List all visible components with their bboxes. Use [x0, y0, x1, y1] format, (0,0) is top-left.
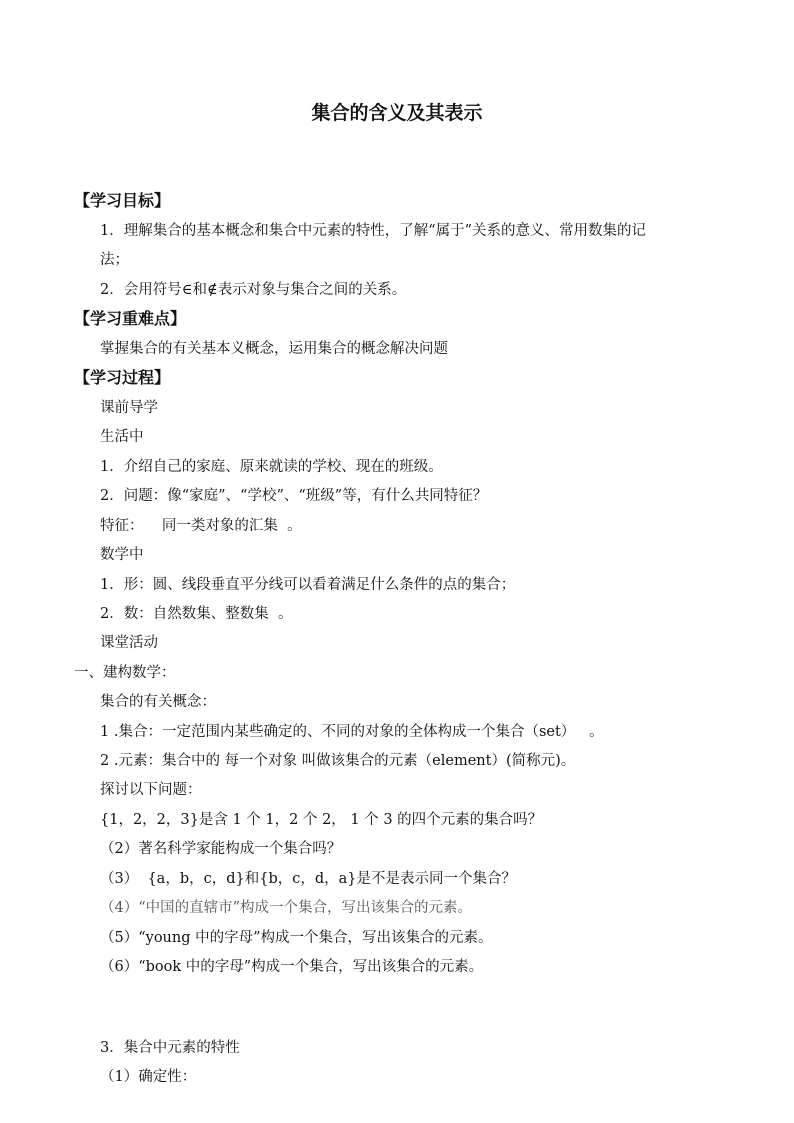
section-3-item-1: （1）确定性： — [100, 1069, 197, 1085]
concept-2: 2 .元素：集合中的 每一个对象 叫做该集合的元素（element）(简称元)。 — [100, 753, 576, 769]
life-item-1: 1．介绍自己的家庭、原来就读的学校、现在的班级。 — [100, 459, 443, 475]
life-item-2: 2．问题：像“家庭”、“学校”、“班级”等，有什么共同特征？ — [100, 488, 488, 504]
concept-1: 1 .集合：一定范围内某些确定的、不同的对象的全体构成一个集合（set） 。 — [100, 724, 604, 740]
preview-label: 课前导学 — [100, 400, 158, 416]
process-heading: 【学习过程】 — [74, 368, 171, 387]
section-3-heading: 3．集合中元素的特性 — [100, 1040, 240, 1056]
class-activity-label: 课堂活动 — [100, 635, 158, 651]
concepts-label: 集合的有关概念： — [100, 694, 216, 710]
page-title: 集合的含义及其表示 — [311, 102, 483, 124]
question-2: （2）著名科学家能构成一个集合吗？ — [100, 841, 342, 857]
math-label: 数学中 — [100, 547, 144, 563]
discuss-label: 探讨以下问题： — [100, 782, 202, 798]
key-points-heading: 【学习重难点】 — [74, 309, 187, 328]
feature-line: 特征： 同一类对象的汇集 。 — [100, 518, 302, 534]
question-5: （5）“young 中的字母”构成一个集合，写出该集合的元素。 — [100, 930, 493, 946]
part-one-heading: 一、建构数学： — [74, 665, 176, 681]
goal-1-line-a: 1．理解集合的基本概念和集合中元素的特性，了解“属于”关系的意义、常用数集的记 — [100, 223, 647, 239]
goals-heading: 【学习目标】 — [74, 191, 171, 210]
question-3: （3） {a，b，c，d}和{b，c，d，a}是不是表示同一个集合？ — [100, 871, 517, 887]
question-4: （4）“中国的直辖市”构成一个集合，写出该集合的元素。 — [100, 900, 473, 916]
key-points-text: 掌握集合的有关基本义概念，运用集合的概念解决问题 — [100, 341, 448, 357]
math-item-1: 1．形：圆、线段垂直平分线可以看着满足什么条件的点的集合； — [100, 577, 516, 593]
goal-2: 2．会用符号∈和∉表示对象与集合之间的关系。 — [100, 282, 407, 298]
life-label: 生活中 — [100, 429, 144, 445]
question-1: {1，2，2，3}是含 1 个 1，2 个 2， 1 个 3 的四个元素的集合吗？ — [100, 812, 543, 828]
math-item-2: 2．数：自然数集、整数集 。 — [100, 606, 293, 622]
goal-1-line-b: 法； — [100, 252, 129, 268]
question-6: （6）“book 中的字母”构成一个集合，写出该集合的元素。 — [100, 959, 484, 975]
